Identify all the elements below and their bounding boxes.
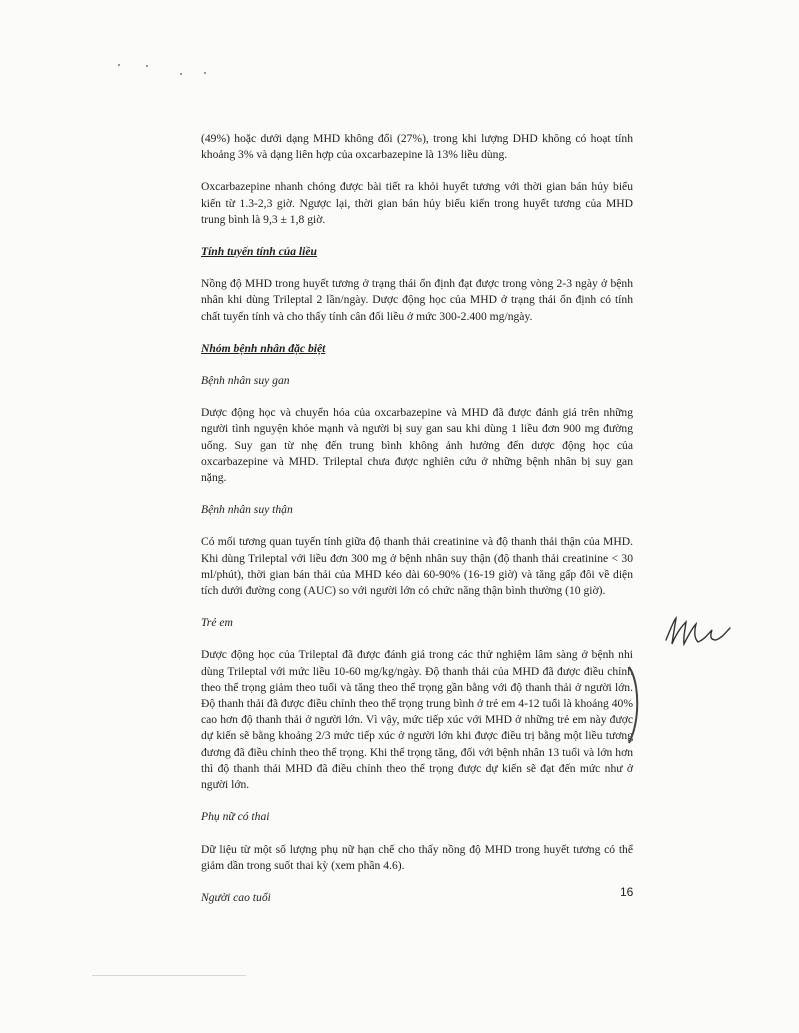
scan-speck — [204, 72, 206, 74]
scan-speck — [146, 65, 148, 67]
paragraph: Nồng độ MHD trong huyết tương ở trạng thái ổn định đạt được trong vòng 2-3 ngày ở bệnh nhân khi dùng Trileptal 2 lần/ngày. Dược động học của MHD ở trạng thái ổn định có tính chất tuyến tính và cho thấy tính cân đối liều ở mức 300-2.400 mg/ngày. — [201, 277, 633, 323]
section-subheading: Phụ nữ có thai — [201, 810, 270, 824]
paragraph: Dược động học và chuyển hóa của oxcarbazepine và MHD đã được đánh giá trên những người tình nguyện khỏe mạnh và người bị suy gan sau khi dùng 1 liều đơn 900 mg đường uống. Suy gan từ nhẹ đến trung bình không ảnh hưởng đến dược động học của oxcarbazepine và MHD. Trileptal chưa được nghiên cứu ở những bệnh nhân bị suy gan nặng. — [201, 406, 633, 485]
section-subheading: Người cao tuổi — [201, 890, 271, 904]
margin-bracket-mark-icon — [626, 665, 640, 745]
paragraph: Có mối tương quan tuyến tính giữa độ thanh thải creatinine và độ thanh thải thận của MHD. Khi dùng Trileptal với liều đơn 300 mg ở bệnh nhân suy thận (độ thanh thải creatinine < 30 ml/phút), thời gian bán thải của MHD kéo dài 60-90% (16-19 giờ) và tăng gấp đôi về diện tích dưới đường cong (AUC) so với người lớn có chức năng thận bình thường (10 giờ). — [201, 535, 633, 598]
scan-speck — [180, 73, 182, 75]
document-body — [201, 131, 633, 922]
section-subheading: Bệnh nhân suy gan — [201, 374, 290, 388]
paragraph: Dữ liệu từ một số lượng phụ nữ hạn chế cho thấy nồng độ MHD trong huyết tương có thể giảm dần trong suốt thai kỳ (xem phần 4.6). — [201, 842, 633, 872]
section-heading: Tính tuyến tính của liều — [201, 245, 317, 259]
section-heading: Nhóm bệnh nhân đặc biệt — [201, 341, 326, 355]
paragraph: (49%) hoặc dưới dạng MHD không đổi (27%), trong khi lượng DHD không có hoạt tính khoảng 3% và dạng liên hợp của oxcarbazepine là 13% liều dùng. — [201, 132, 633, 162]
bottom-rule — [92, 975, 246, 976]
section-subheading: Bệnh nhân suy thận — [201, 503, 293, 517]
paragraph: Oxcarbazepine nhanh chóng được bài tiết ra khỏi huyết tương với thời gian bán hủy biểu kiến từ 1.3-2,3 giờ. Ngược lại, thời gian bán hủy biểu kiến trong huyết tương của MHD trung bình là 9,3 ± 1,8 giờ. — [201, 180, 633, 226]
scan-speck — [118, 64, 120, 66]
paragraph: Dược động học của Trileptal đã được đánh giá trong các thử nghiệm lâm sàng ở bệnh nhi dùng Trileptal với mức liều 10-60 mg/kg/ngày. Độ thanh thải của MHD đã được điều chỉnh theo thể trọng giảm theo tuổi và tăng theo thể trọng gần bằng với độ thanh thải ở người lớn. Độ thanh thải đã được điều chỉnh theo thể trọng trung bình ở trẻ em 4-12 tuổi là khoảng 40% cao hơn độ thanh thải ở người lớn. Vì vậy, mức tiếp xúc với MHD ở những trẻ em này được dự kiến sẽ bằng khoảng 2/3 mức tiếp xúc ở người lớn khi được điều trị bằng một liều tương đương đã điều chỉnh theo thể trọng. Khi thể trọng tăng, đối với bệnh nhân 13 tuổi và lớn hơn thì độ thanh thải MHD đã điều chỉnh theo thể trọng được dự kiến sẽ đạt đến mức như ở người lớn. — [201, 648, 633, 792]
handwritten-initials-icon — [660, 612, 740, 652]
page-number: 16 — [620, 885, 634, 899]
section-subheading: Trẻ em — [201, 616, 233, 630]
